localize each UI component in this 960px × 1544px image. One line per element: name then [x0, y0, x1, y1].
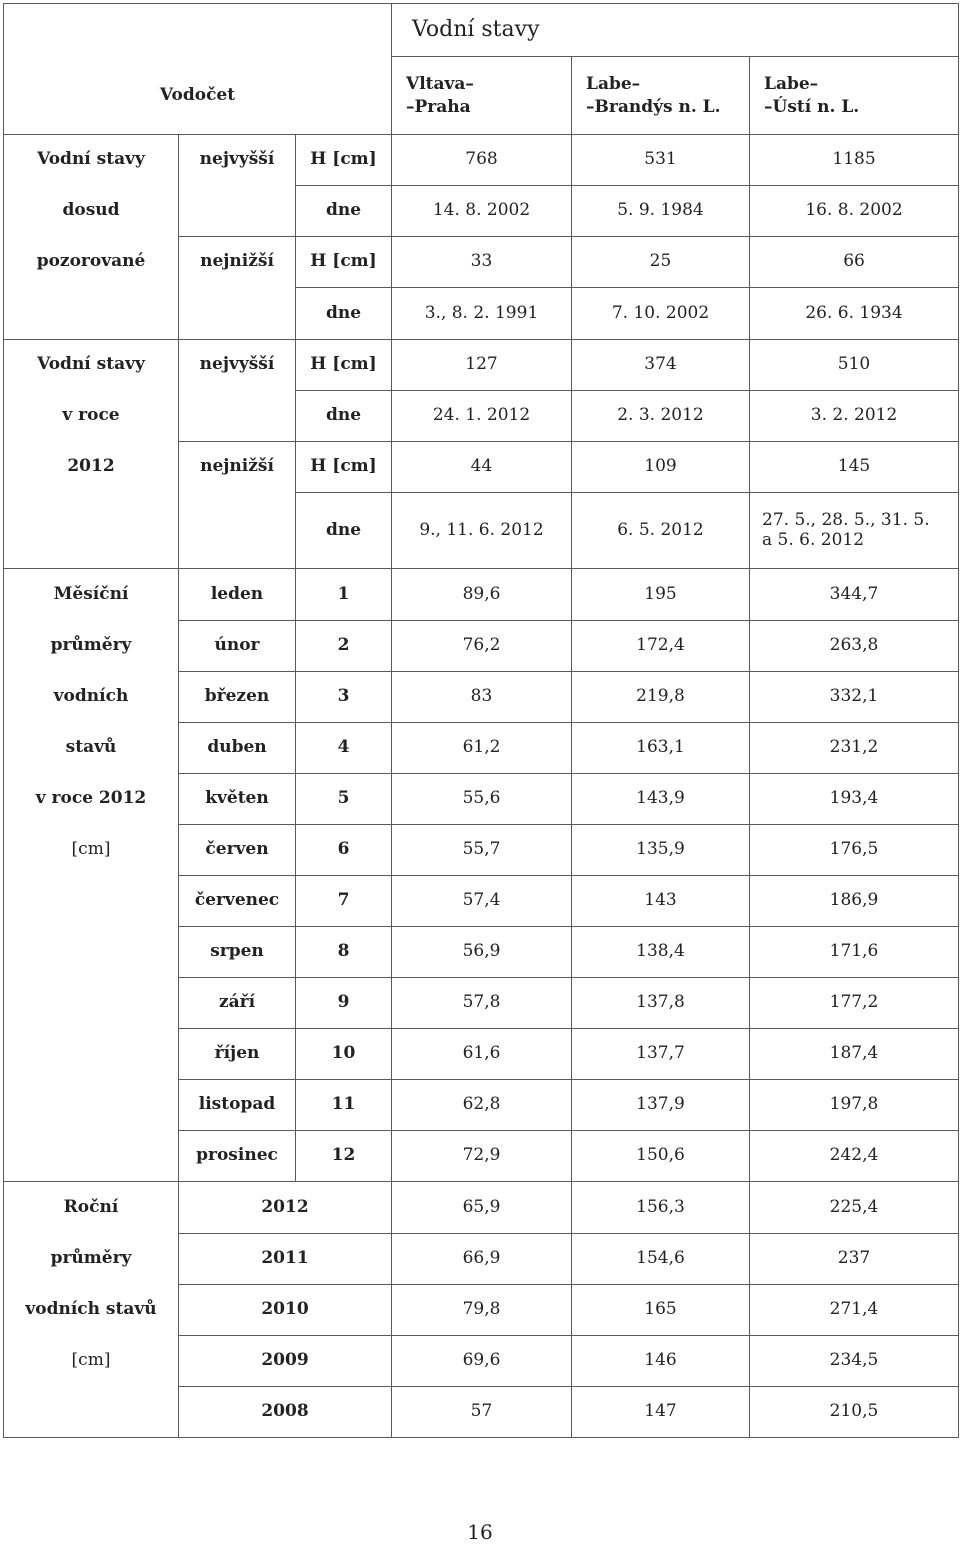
- month-number: 2: [296, 621, 392, 672]
- value-cell: 89,6: [392, 569, 572, 621]
- annual-row: [4, 1387, 959, 1438]
- value-cell: 163,1: [572, 723, 750, 774]
- month-row: [4, 1131, 959, 1182]
- section-label: [cm]: [4, 1336, 179, 1387]
- month-number: 4: [296, 723, 392, 774]
- month-number: 6: [296, 825, 392, 876]
- date-cell: 7. 10. 2002: [572, 288, 750, 340]
- year-label: 2011: [179, 1234, 392, 1285]
- kind-spacer: [179, 288, 296, 340]
- section-label: průměry: [4, 621, 179, 672]
- value-cell: 234,5: [750, 1336, 959, 1387]
- section-label: v roce: [4, 391, 179, 442]
- section-label: pozorované: [4, 237, 179, 288]
- header-row: [4, 57, 959, 135]
- value-cell: 57,4: [392, 876, 572, 927]
- month-name: únor: [179, 621, 296, 672]
- annual-row: [4, 1182, 959, 1234]
- value-cell: 195: [572, 569, 750, 621]
- value-cell: 237: [750, 1234, 959, 1285]
- section-spacer: [4, 493, 179, 569]
- value-cell: 57: [392, 1387, 572, 1438]
- date-cell: 26. 6. 1934: [750, 288, 959, 340]
- value-cell: 83: [392, 672, 572, 723]
- year-label: 2010: [179, 1285, 392, 1336]
- value-cell: 242,4: [750, 1131, 959, 1182]
- value-cell: 197,8: [750, 1080, 959, 1131]
- station-line2: –Praha: [406, 96, 471, 117]
- gauge-header: Vodočet: [4, 57, 392, 135]
- month-name: září: [179, 978, 296, 1029]
- month-number: 8: [296, 927, 392, 978]
- month-row: [4, 672, 959, 723]
- value-cell: 127: [392, 340, 572, 391]
- field-label: dne: [296, 288, 392, 340]
- field-label: H [cm]: [296, 442, 392, 493]
- value-cell: 138,4: [572, 927, 750, 978]
- section-label: v roce 2012: [4, 774, 179, 825]
- value-cell: 65,9: [392, 1182, 572, 1234]
- station-line1: Vltava–: [406, 74, 474, 95]
- station-line1: Labe–: [586, 74, 641, 95]
- month-name: srpen: [179, 927, 296, 978]
- month-number: 1: [296, 569, 392, 621]
- date-cell: 3., 8. 2. 1991: [392, 288, 572, 340]
- month-row: [4, 927, 959, 978]
- month-name: červen: [179, 825, 296, 876]
- value-cell: 263,8: [750, 621, 959, 672]
- historic-max-h-row: [4, 135, 959, 186]
- title-row: [4, 4, 959, 57]
- value-cell: 25: [572, 237, 750, 288]
- month-row: [4, 1029, 959, 1080]
- date-cell: 24. 1. 2012: [392, 391, 572, 442]
- section-spacer: [4, 876, 179, 927]
- station-line1: Labe–: [764, 74, 819, 95]
- annual-row: [4, 1285, 959, 1336]
- section-spacer: [4, 1029, 179, 1080]
- value-cell: 531: [572, 135, 750, 186]
- value-cell: 147: [572, 1387, 750, 1438]
- station-labe-brandys: [572, 57, 750, 135]
- kind-spacer: [179, 493, 296, 569]
- year-min-date-row: [4, 493, 959, 569]
- date-cell: 3. 2. 2012: [750, 391, 959, 442]
- value-cell: 109: [572, 442, 750, 493]
- month-number: 3: [296, 672, 392, 723]
- value-cell: 193,4: [750, 774, 959, 825]
- section-label: [cm]: [4, 825, 179, 876]
- annual-row: [4, 1234, 959, 1285]
- month-name: listopad: [179, 1080, 296, 1131]
- historic-min-date-row: [4, 288, 959, 340]
- section-spacer: [4, 978, 179, 1029]
- station-line2: –Ústí n. L.: [764, 96, 860, 117]
- field-label: dne: [296, 186, 392, 237]
- year-max-h-row: [4, 340, 959, 391]
- month-row: [4, 569, 959, 621]
- value-cell: 137,8: [572, 978, 750, 1029]
- section-label: Roční: [4, 1182, 179, 1234]
- date-cell: 6. 5. 2012: [572, 493, 750, 569]
- field-label: H [cm]: [296, 237, 392, 288]
- value-cell: 33: [392, 237, 572, 288]
- table-title: Vodní stavy: [392, 4, 959, 57]
- month-name: červenec: [179, 876, 296, 927]
- value-cell: 55,6: [392, 774, 572, 825]
- month-row: [4, 825, 959, 876]
- month-name: květen: [179, 774, 296, 825]
- value-cell: 56,9: [392, 927, 572, 978]
- value-cell: 231,2: [750, 723, 959, 774]
- month-name: duben: [179, 723, 296, 774]
- value-cell: 219,8: [572, 672, 750, 723]
- historic-min-h-row: [4, 237, 959, 288]
- section-label: dosud: [4, 186, 179, 237]
- section-spacer: [4, 927, 179, 978]
- section-label: vodních: [4, 672, 179, 723]
- value-cell: 61,2: [392, 723, 572, 774]
- water-levels-table: [3, 3, 959, 1438]
- month-row: [4, 621, 959, 672]
- month-name: prosinec: [179, 1131, 296, 1182]
- value-cell: 768: [392, 135, 572, 186]
- year-label: 2008: [179, 1387, 392, 1438]
- value-cell: 66,9: [392, 1234, 572, 1285]
- month-row: [4, 774, 959, 825]
- field-label: dne: [296, 391, 392, 442]
- kind-label: nejvyšší: [179, 135, 296, 186]
- month-row: [4, 876, 959, 927]
- value-cell: 186,9: [750, 876, 959, 927]
- section-spacer: [4, 1080, 179, 1131]
- value-cell: 55,7: [392, 825, 572, 876]
- section-label: Vodní stavy: [4, 340, 179, 391]
- annual-row: [4, 1336, 959, 1387]
- month-name: leden: [179, 569, 296, 621]
- value-cell: 271,4: [750, 1285, 959, 1336]
- value-cell: 150,6: [572, 1131, 750, 1182]
- date-line: a 5. 6. 2012: [762, 529, 865, 550]
- value-cell: 145: [750, 442, 959, 493]
- value-cell: 61,6: [392, 1029, 572, 1080]
- field-label: H [cm]: [296, 135, 392, 186]
- value-cell: 156,3: [572, 1182, 750, 1234]
- section-spacer: [4, 288, 179, 340]
- value-cell: 137,9: [572, 1080, 750, 1131]
- value-cell: 177,2: [750, 978, 959, 1029]
- value-cell: 171,6: [750, 927, 959, 978]
- value-cell: 79,8: [392, 1285, 572, 1336]
- date-cell: 2. 3. 2012: [572, 391, 750, 442]
- year-label: 2012: [179, 1182, 392, 1234]
- value-cell: 187,4: [750, 1029, 959, 1080]
- kind-spacer: [179, 391, 296, 442]
- station-line2: –Brandýs n. L.: [586, 96, 721, 117]
- value-cell: 57,8: [392, 978, 572, 1029]
- value-cell: 62,8: [392, 1080, 572, 1131]
- value-cell: 44: [392, 442, 572, 493]
- value-cell: 344,7: [750, 569, 959, 621]
- month-name: březen: [179, 672, 296, 723]
- section-label: stavů: [4, 723, 179, 774]
- section-label: vodních stavů: [4, 1285, 179, 1336]
- month-number: 9: [296, 978, 392, 1029]
- month-row: [4, 1080, 959, 1131]
- value-cell: 510: [750, 340, 959, 391]
- year-label: 2009: [179, 1336, 392, 1387]
- month-number: 10: [296, 1029, 392, 1080]
- value-cell: 1185: [750, 135, 959, 186]
- date-cell: 14. 8. 2002: [392, 186, 572, 237]
- value-cell: 172,4: [572, 621, 750, 672]
- kind-label: nejvyšší: [179, 340, 296, 391]
- month-number: 5: [296, 774, 392, 825]
- field-label: dne: [296, 493, 392, 569]
- historic-max-date-row: [4, 186, 959, 237]
- field-label: H [cm]: [296, 340, 392, 391]
- month-row: [4, 723, 959, 774]
- year-min-h-row: [4, 442, 959, 493]
- value-cell: 76,2: [392, 621, 572, 672]
- month-number: 12: [296, 1131, 392, 1182]
- value-cell: 146: [572, 1336, 750, 1387]
- month-number: 7: [296, 876, 392, 927]
- value-cell: 143,9: [572, 774, 750, 825]
- value-cell: 165: [572, 1285, 750, 1336]
- kind-label: nejnižší: [179, 237, 296, 288]
- month-number: 11: [296, 1080, 392, 1131]
- date-cell: 16. 8. 2002: [750, 186, 959, 237]
- month-name: říjen: [179, 1029, 296, 1080]
- station-labe-usti: [750, 57, 959, 135]
- value-cell: 210,5: [750, 1387, 959, 1438]
- kind-spacer: [179, 186, 296, 237]
- page-number: 16: [467, 1520, 493, 1544]
- station-vltava-praha: [392, 57, 572, 135]
- value-cell: 154,6: [572, 1234, 750, 1285]
- kind-label: nejnižší: [179, 442, 296, 493]
- date-line: 27. 5., 28. 5., 31. 5.: [762, 509, 930, 530]
- value-cell: 72,9: [392, 1131, 572, 1182]
- value-cell: 66: [750, 237, 959, 288]
- value-cell: 135,9: [572, 825, 750, 876]
- section-spacer: [4, 1131, 179, 1182]
- section-label: 2012: [4, 442, 179, 493]
- date-cell-multiline: [750, 493, 959, 569]
- title-spacer: [4, 4, 392, 57]
- year-max-date-row: [4, 391, 959, 442]
- value-cell: 143: [572, 876, 750, 927]
- month-row: [4, 978, 959, 1029]
- value-cell: 137,7: [572, 1029, 750, 1080]
- value-cell: 332,1: [750, 672, 959, 723]
- value-cell: 69,6: [392, 1336, 572, 1387]
- value-cell: 225,4: [750, 1182, 959, 1234]
- section-label: Vodní stavy: [4, 135, 179, 186]
- date-cell: 5. 9. 1984: [572, 186, 750, 237]
- value-cell: 176,5: [750, 825, 959, 876]
- section-spacer: [4, 1387, 179, 1438]
- date-cell: 9., 11. 6. 2012: [392, 493, 572, 569]
- value-cell: 374: [572, 340, 750, 391]
- section-label: Měsíční: [4, 569, 179, 621]
- section-label: průměry: [4, 1234, 179, 1285]
